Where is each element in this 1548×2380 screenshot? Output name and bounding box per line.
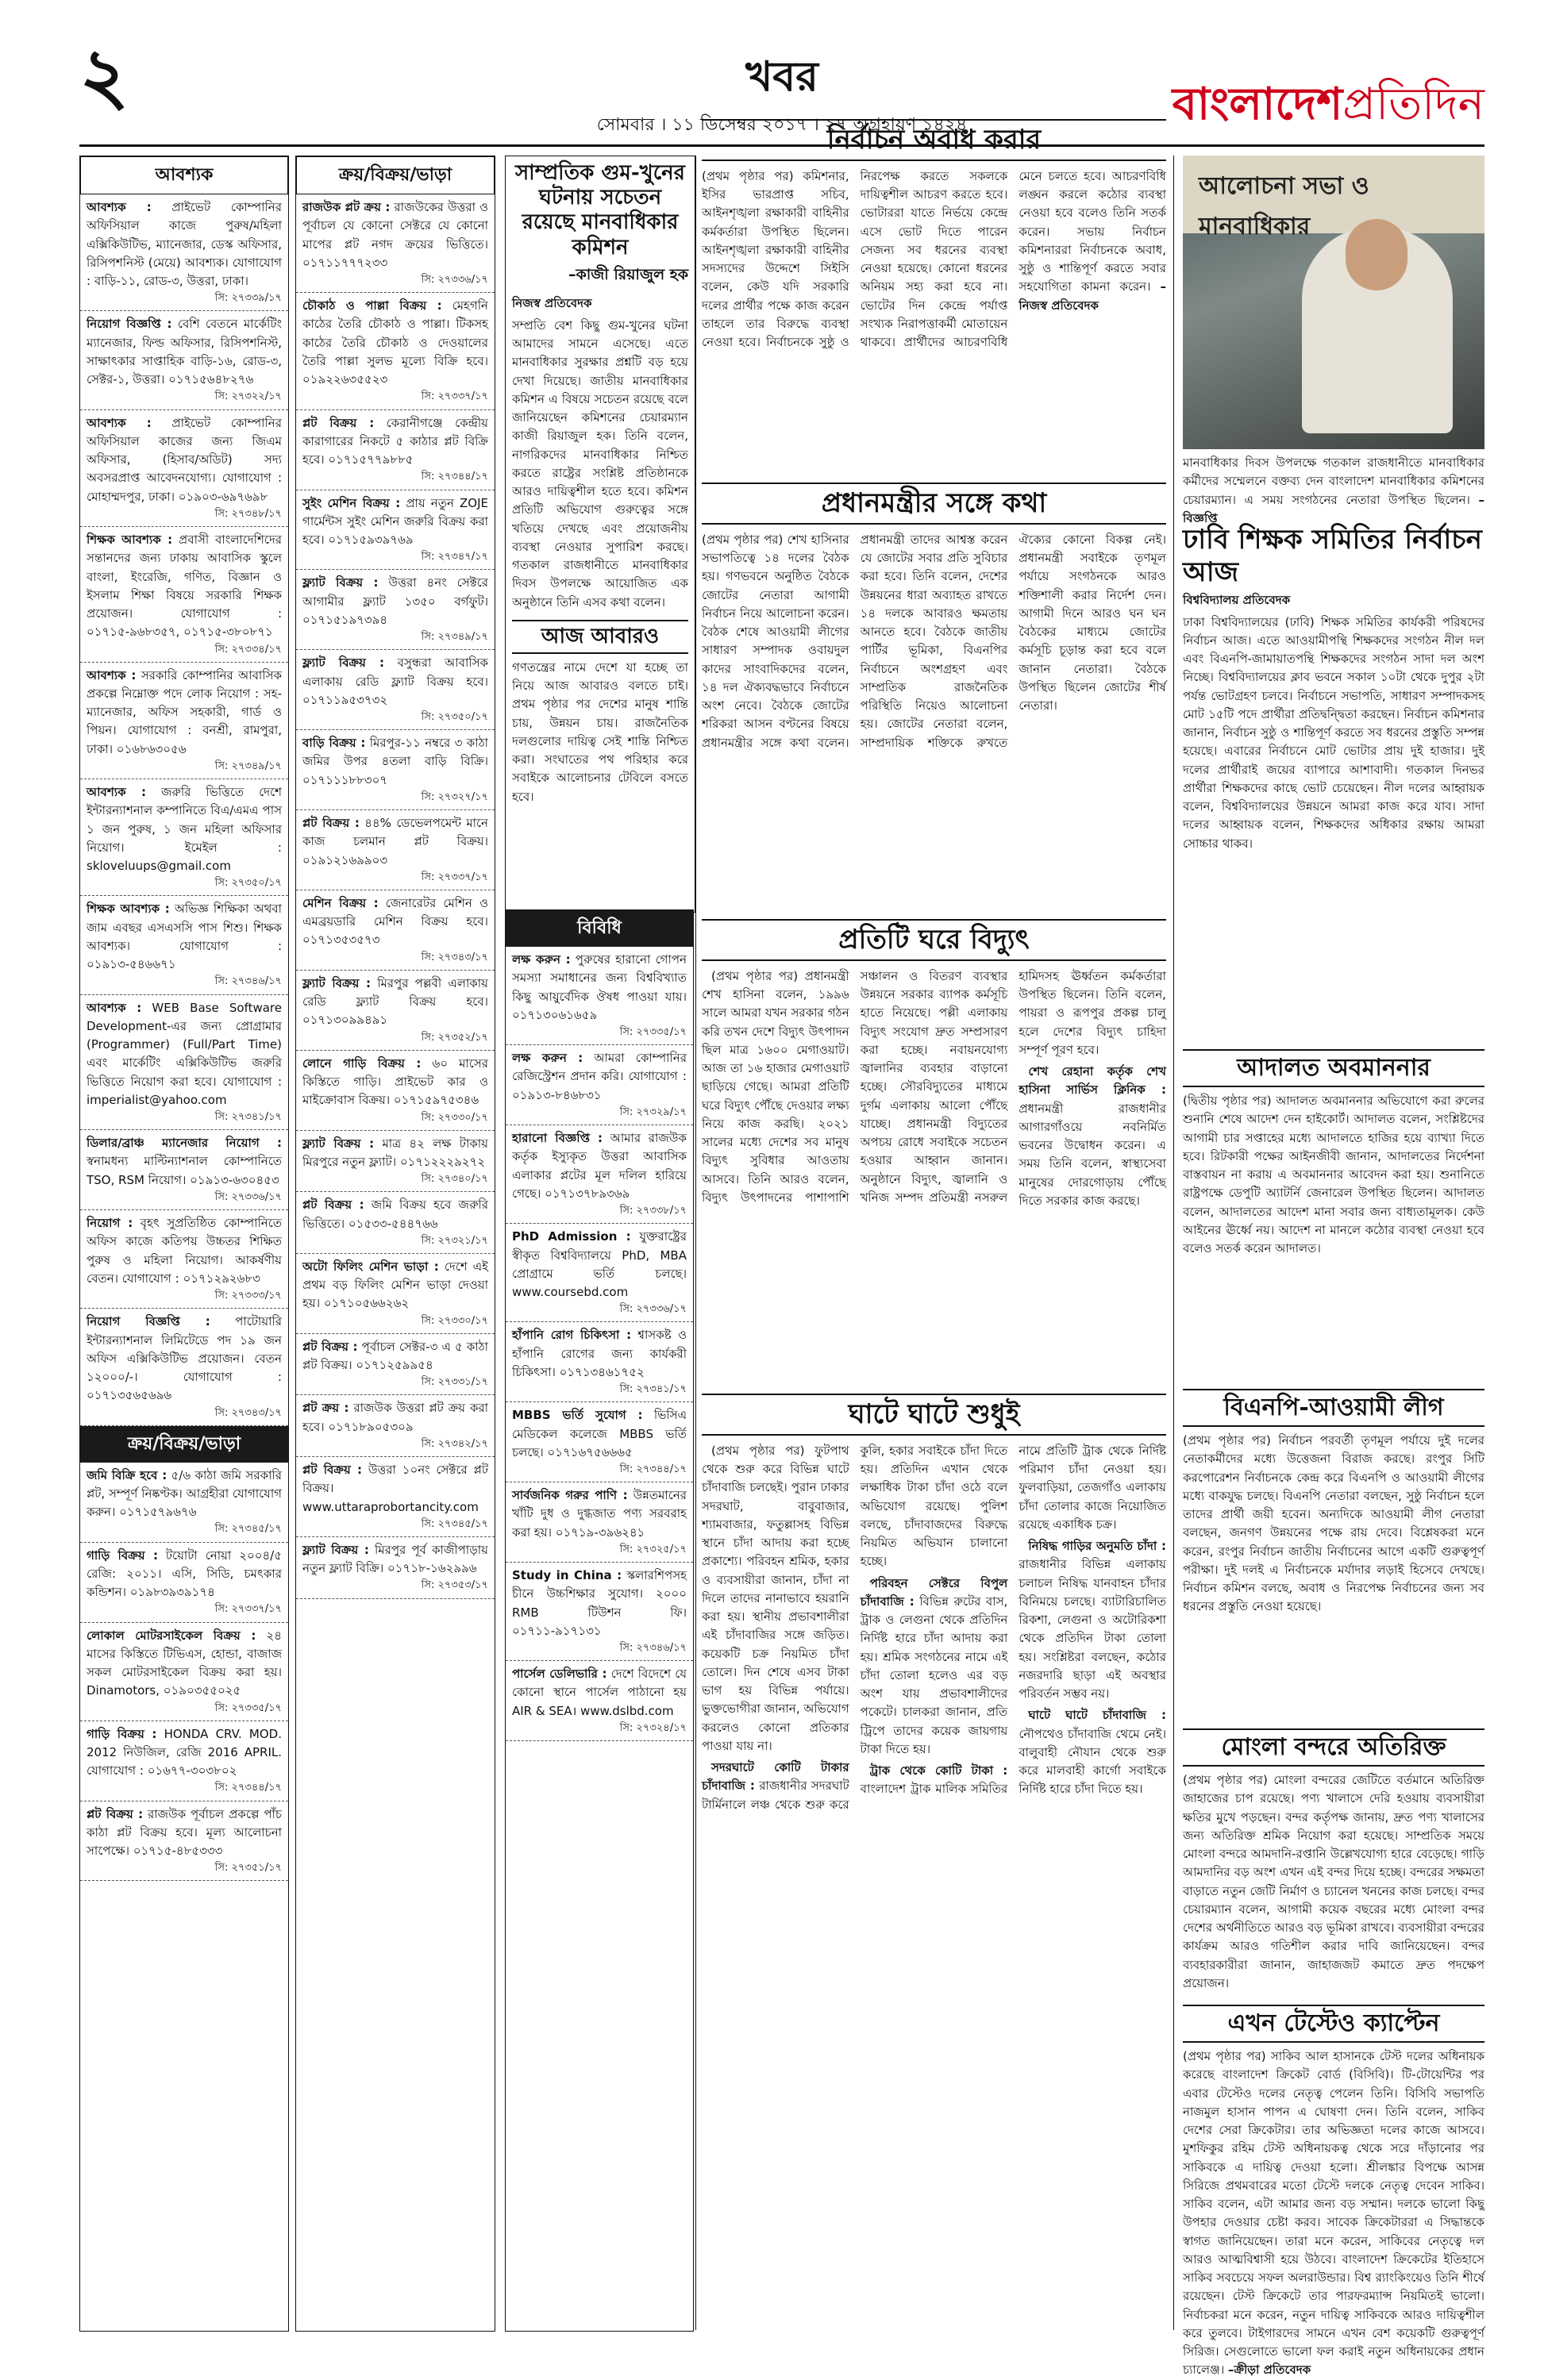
classified-ad-text: শ্বাসকষ্ট ও হাঁপানি রোগের জন্য কার্যকরী চিকিৎসা। ০১৭১৩৪৬১৭৫২ <box>512 1328 687 1379</box>
mongla-body: (প্রথম পৃষ্ঠার পর) মোংলা বন্দরের জেটিতে বর্তমানে অতিরিক্ত জাহাজের চাপ রয়েছে। পণ্য খালাসে দেরি হওয়ায় ব্যবসায়ীরা ক্ষতির মুখে পড়ছেন। বন্দর কর্তৃপক্ষ জানায়, দ্রুত পণ্য খালাসের জন্য অতিরিক্ত শ্রমিক নিয়োগ করা হয়েছে। সাম্প্রতিক সময়ে মোংলা বন্দরে আমদানি-রপ্তানি উল্লেখযোগ্য হারে বেড়েছে। গাড়ি আমদানির বড় অংশ এখন এই বন্দর দিয়ে হচ্ছে। বন্দরের সক্ষমতা বাড়াতে নতুন জেটি নির্মাণ ও চ্যানেল খননের কাজ চলছে। বন্দর চেয়ারম্যান বলেন, আগামী কয়েক বছরের মধ্যে মোংলা বন্দর দেশের অর্থনীতিতে আরও বড় ভূমিকা রাখবে। ব্যবসায়ীরা বন্দরের কার্যক্রম আরও গতিশীল করার দাবি জানিয়েছেন। বন্দর ব্যবহারকারীরা জানান, জাহাজজট কমাতে দ্রুত পদক্ষেপ প্রয়োজন। <box>1183 1773 1484 1990</box>
classified-ad-title: Study in China : <box>512 1568 622 1583</box>
electricity-body <box>702 967 1166 1210</box>
classified-ad-text: কেরানীগঞ্জে কেন্দ্রীয় কারাগারের নিকটে ৫ কাঠার প্লট বিক্রি হবে। ০১৭১৫৭৭৯৮৮৫ <box>302 415 488 467</box>
classified-ad-text: মিরপুর পূর্ব কাজীপাড়ায় নতুন ফ্ল্যাট বিক্রি। ০১৭১৮-১৬২৯৯৬ <box>302 1542 488 1576</box>
event-photo <box>1183 156 1484 449</box>
classified-ad-title: লোনে গাড়ি বিক্রয় : <box>302 1055 422 1071</box>
classified-ad-text: টয়োটা নোয়া ২০০৪/৫ রেজি: ২০১১। এসি, সিডি, চমৎকার কন্ডিশন। ০১৯৮৩৯৩৯১৭৪ <box>87 1548 282 1600</box>
classified-ad-text: রাজউক উত্তরা প্লট ক্রয় করা হবে। ০১৭১৮৯০৫৩০৯ <box>302 1401 488 1434</box>
classified-ad-ref: সি: ২৭৩২২/১৭ <box>214 390 282 403</box>
classifieds-mid <box>295 156 495 2332</box>
classified-ad-ref: সি: ২৭৩৪৬/১৭ <box>619 1642 687 1655</box>
classified-ad-ref: সি: ২৭৩৩৪/১৭ <box>214 643 282 656</box>
classified-ad-text: আমরা কোম্পানির রেজিস্ট্রেশন প্রদান করি। যোগাযোগ : ০১৯১৩-৮৪৬৮৩১ <box>512 1051 687 1102</box>
classified-ad-ref: সি: ২৭৩৪৬/১৭ <box>214 975 282 988</box>
election-credit: –নিজস্ব প্রতিবেদক <box>1019 279 1166 313</box>
classified-ad-text: অভিজ্ঞ শিক্ষিকা অথবা জাম এবছর এসএসসি পাস শিশু। শিক্ষক আবশ্যক। যোগাযোগ : ০১৯১৩-৫৪৬৬৭১ <box>87 902 282 972</box>
test-story <box>1183 2005 1484 2378</box>
classified-ad-title: প্লট বিক্রয় : <box>302 1339 358 1354</box>
classified-ad-ref: সি: ২৭৩৪৫/১৭ <box>421 1517 488 1530</box>
classified-ad-ref: সি: ২৭৩৩০/১৭ <box>421 1314 488 1327</box>
classified-ad-title: লোকাল মোটরসাইকেল বিক্রয় : <box>87 1628 256 1643</box>
classified-ad-title: আবশ্যক : <box>87 785 146 800</box>
classified-ad-title: ডিলার/ব্রাঞ্চ ম্যানেজার নিয়োগ : <box>87 1136 282 1151</box>
electricity-headline: প্রতিটি ঘরে বিদ্যুৎ <box>702 919 1166 961</box>
classified-ad-ref: সি: ২৭৩৪৩/১৭ <box>421 951 488 963</box>
classified-ad-text: প্রবাসী বাংলাদেশিদের সন্তানদের জন্য ঢাকায় আবাসিক স্কুলে বাংলা, ইংরেজি, গণিত, বিজ্ঞান ও ইসলাম শিক্ষা বিষয়ে সরকারি শিক্ষক প্রয়োজন। যোগাযোগ : ০১৭১৫-৯৬৮৩৫৭, ০১৭১৫-৩৮০৮৭১ <box>87 533 282 640</box>
classified-ad-text: উত্তরা ১০নং সেক্টরে প্লট বিক্রয়। www.uttaraprobortancity.com <box>302 1463 489 1514</box>
classified-ad-title: প্লট বিক্রয় : <box>302 816 360 831</box>
classified-header-wanted: আবশ্যক <box>80 156 288 194</box>
classified-ad <box>296 1051 495 1131</box>
classified-list-buysell <box>80 1463 288 1882</box>
classified-ad <box>296 1131 495 1193</box>
classified-ad-ref: সি: ২৭৩৩০/১৭ <box>421 1111 488 1124</box>
classified-ad-title: চৌকাঠ ও পাল্লা বিক্রয় : <box>302 298 442 313</box>
aaj-body: গণতন্ত্রের নামে দেশে যা হচ্ছে তা নিয়ে আজ আবারও বলতে চাই। প্রথম পৃষ্ঠার পর দেশের মানুষ শান্তি চায়, উন্নয়ন চায়। রাজনৈতিক দলগুলোর দায়িত্ব সেই শান্তি নিশ্চিত করা। সংঘাতের পথ পরিহার করে সবাইকে আলোচনার টেবিলে বসতে হবে। <box>512 659 688 804</box>
test-credit: –ক্রীড়া প্রতিবেদক <box>1227 2363 1311 2378</box>
classified-ad-title: অটো ফিলিং মেশিন ভাড়া : <box>302 1259 439 1274</box>
opinion-source: নিজস্ব প্রতিবেদক <box>512 295 592 310</box>
classified-ad-ref: সি: ২৭৩৪৪/১৭ <box>421 471 488 483</box>
classified-ad-ref: সি: ২৭৩৪৪/১৭ <box>214 1782 282 1794</box>
classified-ad-ref: সি: ২৭৩৩৯/১৭ <box>214 292 282 305</box>
classified-ad <box>296 1395 495 1457</box>
classified-ad-ref: সি: ২৭৩৪৭/১৭ <box>421 551 488 563</box>
ghat-subbody-5: নৌপথেও চাঁদাবাজি থেমে নেই। বালুবাহী নৌযান থেকে শুরু করে মালবাহী কার্গো সবাইকে নির্দিষ্ট হারে চাঁদা দিতে হয়। <box>1019 1726 1166 1797</box>
classified-ad-title: সুইং মেশিন বিক্রয় : <box>302 495 401 510</box>
classified-ad-ref: সি: ২৭৩৪১/১৭ <box>619 1383 687 1396</box>
classified-ad-ref: সি: ২৭৩৪৯/১৭ <box>214 759 282 772</box>
test-text: (প্রথম পৃষ্ঠার পর) সাকিব আল হাসানকে টেস্ট দলের অধিনায়ক করেছে বাংলাদেশ ক্রিকেট বোর্ড (বিসিবি)। টি-টোয়েন্টির পর এবার টেস্টেও দলের নেতৃত্ব পেলেন তিনি। বিসিবি সভাপতি নাজমুল হাসান পাপন এ ঘোষণা দেন। তিনি বলেন, সাকিব দেশের সেরা ক্রিকেটার। তার অভিজ্ঞতা দলের কাজে আসবে। মুশফিকুর রহিম টেস্ট অধিনায়কত্ব থেকে সরে দাঁড়ানোর পর সাকিবকে এ দায়িত্ব দেওয়া হলো। শ্রীলঙ্কার বিপক্ষে আসন্ন সিরিজে প্রথমবারের মতো টেস্টে দলকে নেতৃত্ব দেবেন সাকিব। সাকিব বলেন, এটা আমার জন্য বড় সম্মান। দলকে ভালো কিছু উপহার দেওয়ার চেষ্টা করব। সাবেক ক্রিকেটাররা এ সিদ্ধান্তকে স্বাগত জানিয়েছেন। তারা মনে করেন, সাকিবের নেতৃত্বে দল আরও আত্মবিশ্বাসী হয়ে উঠবে। বাংলাদেশ ক্রিকেটের ইতিহাসে সাকিব সবচেয়ে সফল অলরাউন্ডার। বিশ্ব র‌্যাংকিংয়েও তিনি শীর্ষে রয়েছেন। টেস্ট ক্রিকেটে তার পারফরম্যান্স নিয়মিতই ভালো। নির্বাচকরা মনে করেন, নতুন দায়িত্ব সাকিবকে আরও দায়িত্বশীল করে তুলবে। টাইগারদের সামনে এখন বেশ কয়েকটি গুরুত্বপূর্ণ সিরিজ। সেগুলোতে ভালো ফল করাই নতুন অধিনায়কের প্রধান চ্যালেঞ্জ। <box>1183 2049 1484 2378</box>
mongla-story <box>1183 1728 1484 1998</box>
opinion-body: সম্প্রতি বেশ কিছু গুম-খুনের ঘটনা আমাদের সামনে এসেছে। এতে মানবাধিকার সুরক্ষার প্রশ্নটি বড় হয়ে দেখা দিয়েছে। জাতীয় মানবাধিকার কমিশন এ বিষয়ে সচেতন রয়েছে বলে জানিয়েছেন কমিশনের চেয়ারম্যান কাজী রিয়াজুল হক। তিনি বলেন, নাগরিকদের মানবাধিকার নিশ্চিত করতে রাষ্ট্রের সংশ্লিষ্ট প্রতিষ্ঠানকে আরও দায়িত্বশীল হতে হবে। কমিশন প্রতিটি অভিযোগ গুরুত্বের সঙ্গে খতিয়ে দেখছে এবং প্রয়োজনীয় ব্যবস্থা নেওয়ার সুপারিশ করছে। গতকাল রাজধানীতে মানবাধিকার দিবস উপলক্ষে আয়োজিত এক অনুষ্ঠানে তিনি এসব কথা বলেন। <box>512 317 688 609</box>
classified-ad-text: বসুন্ধরা আবাসিক এলাকায় রেডি ফ্ল্যাট বিক্রয় হবে। ০১৭১১৯৫৩৭৩২ <box>302 656 488 707</box>
photo-speaker-head <box>1346 219 1407 290</box>
classified-ad-text: ৫/৬ কাঠা জমি সরকারি প্লট, সম্পূর্ণ নিষ্কণ্টক। আগ্রহীরা যোগাযোগ করুন। ০১৭১৫৭৯৬৭৬ <box>87 1467 282 1520</box>
classified-ad-title: আবশ্যক : <box>87 667 137 682</box>
classified-ad-ref: সি: ২৭৩২৯/১৭ <box>619 1105 687 1118</box>
classified-list-wanted <box>80 194 288 1426</box>
classified-ad-ref: সি: ২৭৩৫০/১৭ <box>214 877 282 890</box>
classified-ad-text: মিরপুর পল্লবী এলাকায় রেডি ফ্ল্যাট বিক্রয় হবে। ০১৭১৩০৯৯৪৯১ <box>302 975 488 1028</box>
classified-ad-title: পার্সেল ডেলিভারি : <box>512 1667 607 1682</box>
classified-ad-title: ফ্ল্যাট বিক্রয় : <box>302 656 384 671</box>
classified-ad-title: ফ্ল্যাট বিক্রয় : <box>302 975 371 990</box>
ghat-story <box>702 1394 1166 2330</box>
classified-ad <box>80 1801 288 1882</box>
dhabi-story <box>1183 524 1484 1040</box>
classified-ad-text: HONDA CRV. MOD. 2012 নিউজিল, রেজি 2016 APRIL. যোগাযোগ : ০১৬৭৭-৩০৩৮০২ <box>87 1726 282 1778</box>
classified-ad-title: হারানো বিজ্ঞপ্তি : <box>512 1131 603 1146</box>
photo-banner: আলোচনা সভা ও মানবাধিকার <box>1183 156 1484 233</box>
classified-header-buysell-2: ক্রয়/বিক্রয়/ভাড়া <box>296 156 495 194</box>
classified-ad-text: সরকারি কোম্পানির আবাসিক প্রকল্পে নিম্নোক্ত পদে লোক নিয়োগ : সহ-ম্যানেজার, অফিস সহকারী, গার্ড ও পিয়ন। যোগাযোগ : বনশ্রী, রামপুরা, ঢাকা। ০১৬৮৬৩০৫৬ <box>87 667 282 756</box>
ghat-text: (প্রথম পৃষ্ঠার পর) ফুটপাথ থেকে শুরু করে বিভিন্ন ঘাটে চাঁদাবাজি চলছেই। পুরান ঢাকার সদরঘাট, বাবুবাজার, শ্যামবাজার, ফতুল্লাসহ বিভিন্ন স্থানে চাঁদা আদায় করা হচ্ছে প্রকাশ্যে। পরিবহন শ্রমিক, হকার ও ব্যবসায়ীরা জানান, চাঁদা না দিলে তাদের নানাভাবে হয়রানি করা হয়। স্থানীয় প্রভাবশালীরা এই চাঁদাবাজির সঙ্গে জড়িত। কয়েকটি চক্র নিয়মিত চাঁদা তোলে। দিন শেষে এসব টাকা ভাগ হয় বিভিন্ন পর্যায়ে। ভুক্তভোগীরা জানান, অভিযোগ করলেও কোনো প্রতিকার পাওয়া যায় না। <box>702 1443 849 1753</box>
classified-ad <box>296 1537 495 1599</box>
ghat-subbody-4: রাজধানীর বিভিন্ন এলাকায় চলাচল নিষিদ্ধ যানবাহন চাঁদার বিনিময়ে চলছে। ব্যাটারিচালিত রিকশা, লেগুনা ও অটোরিকশা থেকে প্রতিদিন টাকা তোলা হয়। সংশ্লিষ্টরা বলছেন, কঠোর নজরদারি ছাড়া এই অবস্থার পরিবর্তন সম্ভব নয়। <box>1019 1557 1166 1701</box>
classified-ad-text: রাজউক পূর্বাচল প্রকল্পে পাঁচ কাঠা প্লট বিক্রয় হবে। মূল্য আলোচনা সাপেক্ষে। ০১৭১৫-৪৮৫৩৩৩ <box>87 1806 282 1859</box>
classified-ad-ref: সি: ২৭৩৫১/১৭ <box>214 1862 282 1874</box>
classified-ad <box>296 1457 495 1537</box>
classified-ad-text: উন্নতমানের খাঁটি দুধ ও দুগ্ধজাত পণ্য সরবরাহ করা হয়। ০১৭১৯-৩৯৬২৪১ <box>512 1488 687 1540</box>
bnp-story <box>1183 1389 1484 1722</box>
court-body: (দ্বিতীয় পৃষ্ঠার পর) আদালত অবমাননার অভিযোগে করা রুলের শুনানি শেষে আদেশ দেন হাইকোর্ট। আদালত বলেন, সংশ্লিষ্টদের আগামী চার সপ্তাহের মধ্যে আদালতে হাজির হয়ে ব্যাখ্যা দিতে হবে। রিটকারী পক্ষের আইনজীবী জানান, আদালতের নির্দেশনা বাস্তবায়ন না করায় এ অবমাননার আবেদন করা হয়। শুনানিতে রাষ্ট্রপক্ষে ডেপুটি অ্যাটর্নি জেনারেল উপস্থিত ছিলেন। আদালত বলেন, আদালতের আদেশ মানা সবার জন্য বাধ্যতামূলক। কেউ আইনের ঊর্ধ্বে নয়। আদেশ না মানলে কঠোর ব্যবস্থা নেওয়া হবে বলেও সতর্ক করেন আদালত। <box>1183 1094 1484 1255</box>
classified-ad-text: প্রাইভেট কোম্পানির অফিসিয়াল কাজে পুরুষ/মহিলা এক্সিকিউটিভ, ম্যানেজার, ডেস্ক অফিসার, রিসিপশনিস্ট (মেয়ে) আবশ্যক। যোগাযোগ : বাড়ি-১১, রোড-৩, উত্তরা, ঢাকা। <box>87 200 282 289</box>
classified-ad-ref: সি: ২৭৩২৭/১৭ <box>421 790 488 803</box>
classified-ad-text: মেহগনি কাঠের তৈরি চৌকাঠ ও পাল্লা। টিকসহ কাঠের তৈরি চৌকাঠ ও দেওয়ালের তৈরি পাল্লা সুলভ মূল্যে বিক্রি হবে। ০১৯২২৬৩৫৫২৩ <box>302 298 488 387</box>
opinion-article <box>505 156 695 913</box>
classified-ad <box>296 1192 495 1254</box>
classified-ad-title: মেশিন বিক্রয় : <box>302 895 379 910</box>
classified-ad-title: হাঁপানি রোগ চিকিৎসা : <box>512 1328 632 1343</box>
election-headline: নির্বাচন অবাধ করার <box>702 119 1166 161</box>
classified-ad <box>506 1125 693 1224</box>
classified-ad-title: আবশ্যক : <box>87 200 152 215</box>
classified-ad-ref: সি: ২৭৩৩৬/১৭ <box>619 1303 687 1316</box>
classified-ad-text: ভিসিএ মেডিকেল কলেজে MBBS ভর্তি চলছে। ০১৭১৬৭৫৬৬৬৫ <box>512 1408 687 1459</box>
classified-ad-title: নিয়োগ বিজ্ঞপ্তি : <box>87 317 172 332</box>
bibidh-classifieds <box>505 909 694 2332</box>
classified-ad-text: পূর্বাচল সেক্টর-৩ এ ৫ কাঠা প্লট বিক্রয়। ০১৭১২৫৯৯৫৪ <box>302 1339 488 1373</box>
classified-ad-ref: সি: ২৭৩২৫/১৭ <box>619 1543 687 1555</box>
classified-ad <box>80 194 288 311</box>
classified-ad-text: জরুরি ভিত্তিতে দেশে ইন্টারন্যাশনাল কম্পানিতে বিএ/এমএ পাস ১ জন পুরুষ, ১ জন মহিলা অফিসার নিয়োগ। ইমেইল : skloveluups@gmail.com <box>87 785 282 874</box>
classified-ad-ref: সি: ২৭৩৩৫/১৭ <box>214 1701 282 1714</box>
classified-ad-text: পুরুষের হারানো গোপন সমস্যা সমাধানের জন্য বিশ্ববিখ্যাত কিছু আয়ুর্বেদিক ঔষধ পাওয়া যায়। ০১৭১৩০৬১৬৫৯ <box>512 952 687 1022</box>
ghat-headline: ঘাটে ঘাটে শুধুই <box>702 1394 1166 1436</box>
classified-ad-title: শিক্ষক আবশ্যক : <box>87 902 170 917</box>
classified-ad-text: উত্তরা ৪নং সেক্টরে আগামীর ফ্ল্যাট ১৩৫০ বর্গফুট। ০১৭১৫১৯৭৩৯৪ <box>302 575 488 627</box>
classified-ad-title: শিক্ষক আবশ্যক : <box>87 533 173 548</box>
electricity-story <box>702 919 1166 1387</box>
aaj-headline: আজ আবারও <box>512 620 688 654</box>
classified-ad-ref: সি: ২৭৩৩৬/১৭ <box>421 274 488 286</box>
classified-ad-ref: সি: ২৭৩২৪/১৭ <box>619 1721 687 1734</box>
classified-ad-title: সার্বজনিক গরুর পাণি : <box>512 1488 628 1503</box>
classified-ad-text: স্বনামধন্য মাল্টিন্যাশনাল কোম্পানিতে TSO, RSM নিয়োগ। ০১৯১৩-৬৩০৪৫৩ <box>87 1154 282 1187</box>
ghat-subhead-2: পরিবহন সেক্টরে বিপুল চাঁদাবাজি : <box>860 1575 1008 1609</box>
bibidh-header: বিবিধি <box>506 910 693 947</box>
classified-ad <box>80 1543 288 1623</box>
classified-ad-title: বাড়ি বিক্রয় : <box>302 736 366 751</box>
classified-ad-title: প্লট ক্রয় : <box>302 1401 349 1416</box>
classified-ad-ref: সি: ২৭৩৩৫/১৭ <box>619 1026 687 1039</box>
classified-ad-text: জেনারেটর মেশিন ও এমব্রয়ডারি মেশিন বিক্রয় হবে। ০১৭১৩৫৩৫৭৩ <box>302 895 488 948</box>
classified-ad-title: জমি বিক্রি হবে : <box>87 1467 168 1482</box>
classifieds-left <box>79 156 289 2332</box>
classified-ad-ref: সি: ২৭৩২১/১৭ <box>421 1234 488 1247</box>
classified-ad-title: প্লট বিক্রয় : <box>302 415 375 430</box>
opinion-headline: সাম্প্রতিক গুম-খুনের ঘটনায় সচেতন রয়েছে মানবাধিকার কমিশন <box>515 161 685 260</box>
court-story <box>1183 1049 1484 1382</box>
ghat-subhead-5: ঘাটে ঘাটে চাঁদাবাজি : <box>1028 1708 1166 1723</box>
pm-body: (প্রথম পৃষ্ঠার পর) শেখ হাসিনার সভাপতিত্বে ১৪ দলের বৈঠক হয়। গণভবনে অনুষ্ঠিত বৈঠকে জোটের নেতারা আগামী নির্বাচন নিয়ে আলোচনা করেন। বৈঠক শেষে আওয়ামী লীগের সাধারণ সম্পাদক ওবায়দুল কাদের সাংবাদিকদের বলেন, ১৪ দল ঐক্যবদ্ধভাবে নির্বাচনে অংশ নেবে। বৈঠকে জোটের শরিকরা আসন বণ্টনের বিষয়ে প্রধানমন্ত্রীর সঙ্গে কথা বলেন। প্রধানমন্ত্রী তাদের আশ্বস্ত করেন যে জোটের সবার প্রতি সুবিচার করা হবে। তিনি বলেন, দেশের উন্নয়নের ধারা অব্যাহত রাখতে ১৪ দলকে আবারও ক্ষমতায় আনতে হবে। বৈঠকে জাতীয় পার্টির ভূমিকা, বিএনপির নির্বাচনে অংশগ্রহণ এবং সাম্প্রতিক রাজনৈতিক পরিস্থিতি নিয়েও আলোচনা হয়। জোটের নেতারা বলেন, সাম্প্রদায়িক শক্তিকে রুখতে ঐক্যের কোনো বিকল্প নেই। প্রধানমন্ত্রী সবাইকে তৃণমূল পর্যায়ে সংগঠনকে আরও শক্তিশালী করার নির্দেশ দেন। আগামী দিনে আরও ঘন ঘন বৈঠকের মাধ্যমে জোটের কর্মসূচি চূড়ান্ত করা হবে বলে জানান নেতারা। বৈঠকে উপস্থিত ছিলেন জোটের শীর্ষ নেতারা। <box>702 532 1166 750</box>
classified-ad <box>296 650 495 730</box>
classified-ad-ref: সি: ২৭৩৫২/১৭ <box>421 1031 488 1044</box>
classified-ad-title: গাড়ি বিক্রয় : <box>87 1548 158 1563</box>
classified-ad-ref: সি: ২৭৩৩৬/১৭ <box>214 1190 282 1203</box>
classified-ad-title: ফ্ল্যাট বিক্রয় : <box>302 575 379 590</box>
dhabi-source: বিশ্ববিদ্যালয় প্রতিবেদক <box>1183 592 1291 607</box>
classified-ad-text: জমি বিক্রয় হবে জরুরি ভিত্তিতে। ০১৫৩৩-৫৪৪৭৬৬ <box>302 1198 488 1231</box>
classified-ad <box>80 779 288 896</box>
classified-ad <box>80 995 288 1131</box>
election-body <box>702 167 1166 352</box>
classified-ad-ref: সি: ২৭৩৩৭/১৭ <box>214 1603 282 1616</box>
classified-ad-ref: সি: ২৭৩৩৩/১৭ <box>214 1290 282 1302</box>
electricity-text: (প্রথম পৃষ্ঠার পর) প্রধানমন্ত্রী শেখ হাসিনা বলেন, ১৯৯৬ সালে আমরা যখন সরকার গঠন করি তখন দেশে বিদ্যুৎ উৎপাদন ছিল মাত্র ১৬০০ মেগাওয়াট। আজ তা ১৬ হাজার মেগাওয়াট ছাড়িয়ে গেছে। আমরা প্রতিটি ঘরে বিদ্যুৎ পৌঁছে দেওয়ার লক্ষ্য নিয়ে কাজ করছি। ২০২১ সালের মধ্যে দেশের সব মানুষ বিদ্যুৎ সুবিধার আওতায় আসবে। তিনি আরও বলেন, বিদ্যুৎ উৎপাদনের পাশাপাশি সঞ্চালন ও বিতরণ ব্যবস্থার উন্নয়নে সরকার ব্যাপক কর্মসূচি হাতে নিয়েছে। পল্লী এলাকায় বিদ্যুৎ সংযোগ দ্রুত সম্প্রসারণ করা হচ্ছে। নবায়নযোগ্য জ্বালানির ব্যবহার বাড়ানো হচ্ছে। সৌরবিদ্যুতের মাধ্যমে দুর্গম এলাকায় আলো পৌঁছে যাচ্ছে। প্রধানমন্ত্রী বিদ্যুতের অপচয় রোধে সবাইকে সচেতন হওয়ার আহ্বান জানান। অনুষ্ঠানে বিদ্যুৎ, জ্বালানি ও খনিজ সম্পদ প্রতিমন্ত্রী নসরুল হামিদসহ ঊর্ধ্বতন কর্মকর্তারা উপস্থিত ছিলেন। তিনি বলেন, পায়রা ও রূপপুর প্রকল্প চালু হলে দেশের বিদ্যুৎ চাহিদা সম্পূর্ণ পূরণ হবে। <box>702 968 1166 1205</box>
classified-ad <box>506 947 693 1045</box>
mongla-headline: মোংলা বন্দরে অতিরিক্ত <box>1183 1728 1484 1767</box>
classified-ad-title: লক্ষ করুন : <box>512 952 571 967</box>
ghat-subhead-4: নিষিদ্ধ গাড়ির অনুমতি চাঁদা : <box>1028 1539 1166 1554</box>
opinion-byline: –কাজী রিয়াজুল হক <box>568 265 688 283</box>
ghat-subbody-3: বাংলাদেশ ট্রাক মালিক সমিতির নামে প্রতিটি ট্রাক থেকে নির্দিষ্ট পরিমাণ চাঁদা নেওয়া হয়। ফুলবাড়িয়া, তেজগাঁও এলাকায় চাঁদা তোলার কাজে নিয়োজিত রয়েছে একাধিক চক্র। <box>860 1443 1166 1797</box>
ghat-body <box>702 1442 1166 1814</box>
classified-ad <box>506 1563 693 1661</box>
court-headline: আদালত অবমাননার <box>1183 1049 1484 1087</box>
election-story <box>702 119 1166 476</box>
classified-ad-text: স্কলারশিপসহ চীনে উচ্চশিক্ষার সুযোগ। ২০০০ RMB টিউশন ফি। ০১৭১১-৯১৭১৩১ <box>512 1568 687 1638</box>
classified-ad-text: প্রায় নতুন ZOJE গার্মেন্টস সুইং মেশিন জরুরি বিক্রয় করা হবে। ০১৭১৫৯৩৯৭৬৯ <box>302 495 488 548</box>
classified-ad <box>296 570 495 650</box>
classified-ad-title: MBBS ভর্তি সুযোগ : <box>512 1408 643 1423</box>
classified-ad-text: রাজউকের উত্তরা ও পূর্বাচল যে কোনো সেক্টরে যে কোনো মাপের প্লট নগদ ক্রয়ের ভিত্তিতে। ০১৭১১৭৭৭২৩৩ <box>302 200 488 270</box>
classified-ad <box>506 1402 693 1482</box>
classified-ad-ref: সি: ২৭৩৫০/১৭ <box>421 711 488 724</box>
classified-ad <box>80 1309 288 1425</box>
classified-ad <box>296 1254 495 1334</box>
classified-ad-text: বৃহৎ সুপ্রতিষ্ঠিত কোম্পানিতে অফিস কাজে কতিপয় উচ্চতর শিক্ষিত পুরুষ ও মহিলা নিয়োগ। আকর্ষণীয় বেতন। যোগাযোগ : ০১৭১২৯২৬৮৩ <box>87 1216 282 1286</box>
classified-ad-text: দেশে বিদেশে যে কোনো স্থানে পার্সেল পাঠানো হয় AIR & SEA। www.dslbd.com <box>512 1667 687 1718</box>
classified-ad <box>506 1322 693 1402</box>
photo-caption <box>1183 454 1484 525</box>
photo-credit: –বিজ্ঞপ্তি <box>1183 492 1484 525</box>
electricity-subhead: শেখ রেহানা কর্তৃক শেখ হাসিনা সার্ভিস ক্লিনিক : <box>1019 1064 1166 1098</box>
dhabi-body: ঢাকা বিশ্ববিদ্যালয়ের (ঢাবি) শিক্ষক সমিতির কার্যকরী পরিষদের নির্বাচন আজ। এতে আওয়ামীপন্থি শিক্ষকদের সংগঠন নীল দল এবং বিএনপি-জামায়াতপন্থি শিক্ষকদের সংগঠন সাদা দল অংশ নিচ্ছে। বিশ্ববিদ্যালয়ের ক্লাব ভবনে সকাল ১০টা থেকে দুপুর ২টা পর্যন্ত ভোটগ্রহণ চলবে। নির্বাচনে সভাপতি, সাধারণ সম্পাদকসহ মোট ১৫টি পদে প্রার্থীরা প্রতিদ্বন্দ্বিতা করছেন। নির্বাচন কমিশনার জানান, নির্বাচন সুষ্ঠু ও শান্তিপূর্ণ করতে সব ধরনের প্রস্তুতি সম্পন্ন হয়েছে। এবারের নির্বাচনে মোট ভোটার প্রায় দুই হাজার। দুই দলের প্রার্থীরাই জয়ের ব্যাপারে আশাবাদী। গতকাল দিনভর প্রার্থীরা শিক্ষকদের কাছে ভোট চেয়েছেন। নীল দলের আহ্বায়ক বলেন, বিশ্ববিদ্যালয়ের উন্নয়নে আমরা কাজ করে যাব। সাদা দলের আহ্বায়ক বলেন, শিক্ষকদের অধিকার রক্ষায় আমরা সোচ্চার থাকব। <box>1183 614 1484 851</box>
pm-story <box>702 483 1166 913</box>
classified-ad-title: নিয়োগ : <box>87 1216 133 1231</box>
classified-ad-title: লক্ষ করুন : <box>512 1051 583 1066</box>
photo-caption-text: মানবাধিকার দিবস উপলক্ষে গতকাল রাজধানীতে মানবাধিকার কর্মীদের সম্মেলনে বক্তব্য দেন বাংলাদেশ মানবাধিকার কমিশনের চেয়ারম্যান। এ সময় সংগঠনের নেতারা উপস্থিত ছিলেন। <box>1183 456 1484 507</box>
logo-bangladesh: বাংলাদেশ <box>1172 78 1343 130</box>
classified-ad-title: ফ্ল্যাট বিক্রয় : <box>302 1542 369 1557</box>
classified-ad-text: যুক্তরাষ্ট্রের স্বীকৃত বিশ্ববিদ্যালয়ে PhD, MBA প্রোগ্রামে ভর্তি চলছে। www.coursebd.com <box>512 1229 687 1300</box>
classified-ad <box>296 971 495 1051</box>
classified-ad-text: বেশি বেতনে মার্কেটিং ম্যানেজার, ফিল্ড অফিসার, রিসিপশনিস্ট, সাক্ষাৎকার সাপ্তাহিক বাড়ি-১৬, রোড-৩, সেক্টর-১, উত্তরা। ০১৭১৫৬৪৮২৭৬ <box>87 317 282 387</box>
classified-ad-ref: সি: ২৭৩৩১/১৭ <box>421 1376 488 1389</box>
classified-ad-title: PhD Admission : <box>512 1229 631 1244</box>
classified-ad-text: WEB Base Software Development-এর জন্য প্রোগ্রামার (Programmer) (Full/Part Time) এবং মার্কেটিং এক্সিকিউটিভ জরুরি ভিত্তিতে নিয়োগ করা হবে। যোগাযোগ : imperialist@yahoo.com <box>87 1000 282 1107</box>
election-text: (প্রথম পৃষ্ঠার পর) কমিশনার, ইসির ভারপ্রাপ্ত সচিব, আইনশৃঙ্খলা রক্ষাকারী বাহিনীর কর্মকর্তারা উপস্থিত ছিলেন। আইনশৃঙ্খলা রক্ষাকারী বাহিনীর সদস্যদের উদ্দেশে সিইসি বলেন, কেউ যদি সরকারি দলের প্রার্থীর পক্ষে কাজ করেন তাহলে তার বিরুদ্ধে ব্যবস্থা নেওয়া হবে। নির্বাচনকে সুষ্ঠু ও নিরপেক্ষ করতে সকলকে দায়িত্বশীল আচরণ করতে হবে। ভোটাররা যাতে নির্ভয়ে কেন্দ্রে এসে ভোট দিতে পারেন সেজন্য সব ধরনের ব্যবস্থা নেওয়া হয়েছে। কোনো ধরনের অনিয়ম সহ্য করা হবে না। ভোটের দিন কেন্দ্রে পর্যাপ্ত সংখ্যক নিরাপত্তাকর্মী মোতায়েন থাকবে। প্রার্থীদের আচরণবিধি মেনে চলতে হবে। আচরণবিধি লঙ্ঘন করলে কঠোর ব্যবস্থা নেওয়া হবে বলেও তিনি সতর্ক করেন। সভায় নির্বাচন কমিশনাররা নির্বাচনকে অবাধ, সুষ্ঠু ও শান্তিপূর্ণ করতে সবার সহযোগিতা কামনা করেন। <box>702 168 1166 350</box>
ghat-subbody-2: বিভিন্ন রুটের বাস, ট্রাক ও লেগুনা থেকে প্রতিদিন নির্দিষ্ট হারে চাঁদা আদায় করা হয়। শ্রমিক সংগঠনের নামে এই চাঁদা তোলা হলেও এর বড় অংশ যায় প্রভাবশালীদের পকেটে। চালকরা জানান, প্রতি ট্রিপে তাদের কয়েক জায়গায় টাকা দিতে হয়। <box>860 1594 1008 1756</box>
classified-ad-ref: সি: ২৭৩৪৫/১৭ <box>214 1523 282 1536</box>
classified-ad-ref: সি: ২৭৩৩৭/১৭ <box>421 390 488 403</box>
classified-ad <box>506 1482 693 1563</box>
classified-ad-ref: সি: ২৭৩৪৩/১৭ <box>214 1406 282 1419</box>
ghat-subhead-1: সদরঘাটে কোটি টাকার চাঁদাবাজি : <box>702 1760 849 1794</box>
classified-ad-title: গাড়ি বিক্রয় : <box>87 1726 157 1741</box>
classified-ad-text: আমার রাজউক কর্তৃক ইস্যুকৃত উত্তরা আবাসিক এলাকার প্লটের মূল দলিল হারিয়ে গেছে। ০১৭১৩৭৮৯৩৬৯ <box>512 1131 687 1201</box>
classified-ad-ref: সি: ২৭৩৫৩/১৭ <box>421 1579 488 1592</box>
classified-ad-text: ২৪ মাসের কিস্তিতে টিভিএস, হোন্ডা, বাজাজ সকল মোটরসাইকেল বিক্রয় করা হয়। Dinamotors, ০১৯০৩৫৫০২৫ <box>87 1628 282 1698</box>
classified-ad-text: মিরপুর-১১ নম্বরে ৩ কাঠা জমির উপর ৪তলা বাড়ি বিক্রি। ০১৭১১১৮৮৩০৭ <box>302 736 488 787</box>
logo-protidin: প্রতিদিন <box>1342 79 1484 130</box>
classified-ad <box>296 810 495 890</box>
classified-ad <box>80 1463 288 1543</box>
classified-header-buysell: ক্রয়/বিক্রয়/ভাড়া <box>80 1426 288 1463</box>
classified-ad <box>506 1045 693 1125</box>
classified-ad <box>80 410 288 527</box>
classified-ad-title: আবশ্যক : <box>87 415 152 430</box>
classified-ad <box>80 311 288 409</box>
classified-ad-ref: সি: ২৭৩৪৪/১৭ <box>619 1463 687 1476</box>
classified-ad <box>80 1721 288 1801</box>
page-number: ২ <box>79 31 129 121</box>
classified-ad-ref: সি: ২৭৩৪১/১৭ <box>214 1111 282 1124</box>
classified-ad <box>296 1334 495 1396</box>
classified-ad-ref: সি: ২৭৩৪৯/১৭ <box>421 631 488 644</box>
classified-ad-title: ফ্ল্যাট বিক্রয় : <box>302 1136 375 1151</box>
classified-ad <box>296 730 495 810</box>
classified-ad <box>506 1661 693 1741</box>
classified-ad <box>80 1210 288 1309</box>
classified-ad-title: আবশ্যক : <box>87 1000 142 1015</box>
classified-ad <box>80 1623 288 1721</box>
classified-ad-title: নিয়োগ বিজ্ঞপ্তি : <box>87 1314 210 1329</box>
classified-ad-title: প্লট বিক্রয় : <box>302 1463 363 1478</box>
electricity-subbody: প্রধানমন্ত্রী রাজধানীর আগারগাঁওয়ে নবনির্মিত ভবনের উদ্বোধন করেন। এ সময় তিনি বলেন, স্বাস্থ্যসেবা মানুষের দোরগোড়ায় পৌঁছে দিতে সরকার কাজ করছে। <box>1019 1101 1166 1208</box>
test-headline: এখন টেস্টেও ক্যাপ্টেন <box>1183 2005 1484 2043</box>
classified-ad <box>80 896 288 994</box>
bnp-headline: বিএনপি-আওয়ামী লীগ <box>1183 1389 1484 1427</box>
classified-ad <box>296 410 495 490</box>
classified-ad-text: মাত্র ৪২ লক্ষ টাকায় মিরপুরে নতুন ফ্ল্যাট। ০১৭১২২২৯২৭২ <box>302 1136 488 1169</box>
dateline: সোমবার । ১১ ডিসেম্বর ২০১৭ । ২৭ অগ্রহায়ণ ১৪২৪ <box>596 115 968 135</box>
classified-list-buysell-2 <box>296 194 495 1599</box>
classified-ad-ref: সি: ২৭৩৩৮/১৭ <box>619 1205 687 1217</box>
classified-ad <box>80 1130 288 1210</box>
classified-ad-text: দেশে এই প্রথম বড় ফিলিং মেশিন ভাড়া দেওয়া হয়। ০১৭১০৫৬৬২৬২ <box>302 1259 488 1311</box>
classified-ad <box>80 663 288 779</box>
classified-ad-ref: সি: ২৭৩৩৭/১৭ <box>421 871 488 883</box>
classified-ad <box>296 194 495 293</box>
classified-ad <box>296 890 495 971</box>
classified-ad-text: ৪৪% ডেভেলপমেন্ট মানে কাজ চলমান প্লট বিক্রয়। ০১৯১২১৬৯৯০৩ <box>302 816 488 867</box>
section-title: খবর <box>745 52 818 101</box>
classified-ad <box>506 1224 693 1322</box>
classified-ad-title: প্লট বিক্রয় : <box>302 1198 364 1213</box>
classified-ad-title: রাজউক প্লট ক্রয় : <box>302 200 391 215</box>
newspaper-logo <box>1173 70 1484 144</box>
bibidh-list <box>506 947 693 1741</box>
classified-ad-text: পাটোয়ারি ইন্টারন্যাশনাল লিমিটেডে পদ ১৯ জন অফিস এক্সিকিউটিভ প্রয়োজন। বেতন ১২০০০/-। যোগাযোগ : ০১৭১৩৫৬৫৬৯৬ <box>87 1314 282 1403</box>
bnp-body: (প্রথম পৃষ্ঠার পর) নির্বাচন পরবর্তী তৃণমূল পর্যায়ে দুই দলের নেতাকর্মীদের মধ্যে উত্তেজনা বিরাজ করছে। রংপুর সিটি করপোরেশন নির্বাচনকে কেন্দ্র করে বিএনপি ও আওয়ামী লীগের মধ্যে বাকযুদ্ধ চলছে। বিএনপি নেতারা বলছেন, সুষ্ঠু নির্বাচন হলে তাদের প্রার্থী জয়ী হবেন। অন্যদিকে আওয়ামী লীগ নেতারা বলছেন, জনগণ উন্নয়নের পক্ষে রায় দেবে। বিশ্লেষকরা মনে করেন, রংপুর নির্বাচন জাতীয় নির্বাচনের আগে একটি গুরুত্বপূর্ণ পরীক্ষা। দুই দলই এ নির্বাচনকে মর্যাদার লড়াই হিসেবে দেখছে। নির্বাচন কমিশন বলছে, অবাধ ও নিরপেক্ষ নির্বাচনের জন্য সব ধরনের প্রস্তুতি নেওয়া হয়েছে। <box>1183 1433 1484 1614</box>
classified-ad-title: প্লট বিক্রয় : <box>87 1806 144 1821</box>
dhabi-headline: ঢাবি শিক্ষক সমিতির নির্বাচন আজ <box>1183 524 1482 588</box>
ghat-subhead-3: ট্রাক থেকে কোটি টাকা : <box>869 1763 1008 1778</box>
classified-ad-ref: সি: ২৭৩৪২/১৭ <box>421 1437 488 1450</box>
classified-ad-text: ৬০ মাসের কিস্তিতে গাড়ি। প্রাইভেট কার ও মাইক্রোবাস বিক্রয়। ০১৭১৫৯৭৫৩৪৬ <box>302 1055 488 1108</box>
classified-ad <box>296 490 495 571</box>
test-body <box>1183 2047 1484 2380</box>
pm-headline: প্রধানমন্ত্রীর সঙ্গে কথা <box>702 483 1166 525</box>
column-divider <box>695 156 696 2330</box>
classified-ad-ref: সি: ২৭৩৪৮/১৭ <box>214 507 282 520</box>
ghat-subbody-1: রাজধানীর সদরঘাট টার্মিনালে লঞ্চ থেকে শুরু করে কুলি, হকার সবাইকে চাঁদা দিতে হয়। প্রতিদিন এখান থেকে লক্ষাধিক টাকা চাঁদা ওঠে বলে অভিযোগ রয়েছে। পুলিশ বলছে, চাঁদাবাজদের বিরুদ্ধে নিয়মিত অভিযান চালানো হচ্ছে। <box>702 1443 1008 1812</box>
classified-ad <box>80 527 288 663</box>
column-divider <box>1173 156 1174 2330</box>
classified-ad <box>296 293 495 409</box>
classified-ad-text: প্রাইভেট কোম্পানির অফিসিয়াল কাজের জন্য জিএম অফিসার, (হিসাব/অডিট) সদ্য অবসরপ্রাপ্ত আবেদনযোগ্য। যোগাযোগ : মোহাম্মদপুর, ঢাকা। ০১৯০৩-৬৯৭৬৯৮ <box>87 415 282 504</box>
classified-ad-ref: সি: ২৭৩৪০/১৭ <box>421 1173 488 1186</box>
